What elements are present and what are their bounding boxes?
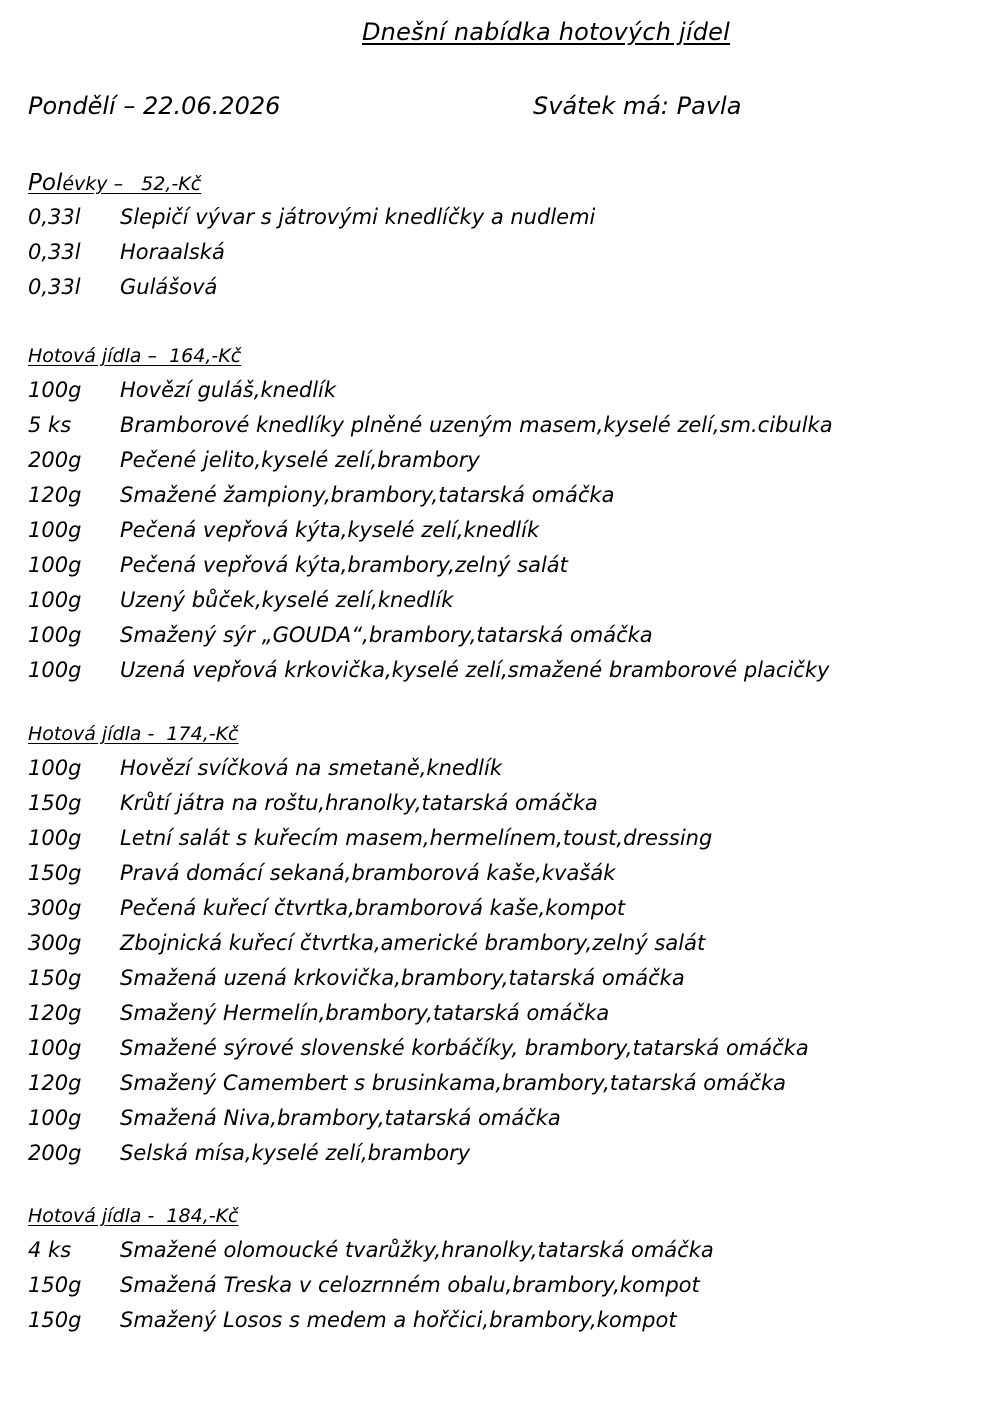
- list-item: [28, 1031, 968, 1066]
- date-line: [28, 92, 968, 126]
- list-item: [28, 200, 968, 235]
- item-qty: 100g: [28, 826, 82, 850]
- mains-164-section: [28, 339, 968, 688]
- list-item: [28, 618, 968, 653]
- item-qty: 5 ks: [28, 413, 72, 437]
- soups-heading-lead: Pol: [28, 170, 63, 196]
- list-item: [28, 478, 968, 513]
- list-item: [28, 513, 968, 548]
- list-item: [28, 996, 968, 1031]
- list-item: [28, 1303, 968, 1338]
- item-dish: Smažená Niva,brambory,tatarská omáčka: [120, 1106, 561, 1130]
- mains-164-heading: Hotová jídla – 164,-Kč: [28, 345, 242, 367]
- item-qty: 120g: [28, 1071, 82, 1095]
- list-item: [28, 856, 968, 891]
- list-item: [28, 653, 968, 688]
- item-qty: 150g: [28, 966, 82, 990]
- item-dish: Smažený sýr „GOUDA“,brambory,tatarská omáčka: [120, 623, 653, 647]
- list-item: [28, 821, 968, 856]
- item-qty: 100g: [28, 658, 82, 682]
- list-item: [28, 1101, 968, 1136]
- item-dish: Selská mísa,kyselé zelí,brambory: [120, 1141, 471, 1165]
- soups-heading: [28, 166, 968, 200]
- list-item: [28, 548, 968, 583]
- soups-section: [28, 166, 968, 305]
- list-item: [28, 786, 968, 821]
- item-qty: 300g: [28, 896, 82, 920]
- day-date: Pondělí – 22.06.2026: [28, 92, 281, 120]
- item-dish: Zbojnická kuřecí čtvrtka,americké brambory,zelný salát: [120, 931, 706, 955]
- mains-184-section: [28, 1199, 968, 1338]
- item-qty: 120g: [28, 483, 82, 507]
- item-dish: Pečená kuřecí čtvrtka,bramborová kaše,kompot: [120, 896, 626, 920]
- item-dish: Smažené žampiony,brambory,tatarská omáčka: [120, 483, 615, 507]
- item-dish: Uzený bůček,kyselé zelí,knedlík: [120, 588, 454, 612]
- item-qty: 4 ks: [28, 1238, 72, 1262]
- item-qty: 100g: [28, 756, 82, 780]
- item-qty: 120g: [28, 1001, 82, 1025]
- item-qty: 150g: [28, 791, 82, 815]
- item-qty: 150g: [28, 1273, 82, 1297]
- item-dish: Gulášová: [120, 275, 218, 299]
- item-dish: Bramborové knedlíky plněné uzeným masem,kyselé zelí,sm.cibulka: [120, 413, 833, 437]
- item-dish: Pečená vepřová kýta,brambory,zelný salát: [120, 553, 568, 577]
- list-item: [28, 270, 968, 305]
- item-dish: Pravá domácí sekaná,bramborová kaše,kvašák: [120, 861, 616, 885]
- item-qty: 200g: [28, 1141, 82, 1165]
- list-item: [28, 583, 968, 618]
- item-qty: 150g: [28, 861, 82, 885]
- item-dish: Smažená Treska v celozrnném obalu,brambory,kompot: [120, 1273, 700, 1297]
- name-day: Svátek má: Pavla: [533, 92, 742, 120]
- list-item: [28, 1066, 968, 1101]
- item-qty: 0,33l: [28, 240, 81, 264]
- page-title: Dnešní nabídka hotových jídel: [362, 18, 730, 46]
- item-qty: 100g: [28, 378, 82, 402]
- item-qty: 100g: [28, 623, 82, 647]
- item-dish: Pečená vepřová kýta,kyselé zelí,knedlík: [120, 518, 540, 542]
- mains-174-heading: Hotová jídla - 174,-Kč: [28, 723, 239, 745]
- item-qty: 100g: [28, 588, 82, 612]
- mains-184-heading: Hotová jídla - 184,-Kč: [28, 1205, 239, 1227]
- item-qty: 0,33l: [28, 275, 81, 299]
- item-qty: 100g: [28, 1036, 82, 1060]
- item-dish: Slepičí vývar s játrovými knedlíčky a nudlemi: [120, 205, 596, 229]
- list-item: [28, 1233, 968, 1268]
- list-item: [28, 1268, 968, 1303]
- item-dish: Pečené jelito,kyselé zelí,brambory: [120, 448, 480, 472]
- item-qty: 300g: [28, 931, 82, 955]
- item-qty: 150g: [28, 1308, 82, 1332]
- item-qty: 100g: [28, 518, 82, 542]
- item-qty: 100g: [28, 1106, 82, 1130]
- item-dish: Smažená uzená krkovička,brambory,tatarská omáčka: [120, 966, 685, 990]
- item-dish: Smažený Losos s medem a hořčici,brambory,kompot: [120, 1308, 677, 1332]
- item-dish: Krůtí játra na roštu,hranolky,tatarská omáčka: [120, 791, 598, 815]
- item-dish: Hovězí guláš,knedlík: [120, 378, 337, 402]
- item-dish: Smažené sýrové slovenské korbáčíky, brambory,tatarská omáčka: [120, 1036, 809, 1060]
- list-item: [28, 235, 968, 270]
- item-dish: Uzená vepřová krkovička,kyselé zelí,smažené bramborové placičky: [120, 658, 830, 682]
- list-item: [28, 891, 968, 926]
- item-dish: Smažené olomoucké tvarůžky,hranolky,tatarská omáčka: [120, 1238, 714, 1262]
- list-item: [28, 926, 968, 961]
- item-dish: Letní salát s kuřecím masem,hermelínem,toust,dressing: [120, 826, 713, 850]
- item-qty: 0,33l: [28, 205, 81, 229]
- item-dish: Smažený Camembert s brusinkama,brambory,tatarská omáčka: [120, 1071, 786, 1095]
- item-dish: Hovězí svíčková na smetaně,knedlík: [120, 756, 502, 780]
- list-item: [28, 373, 968, 408]
- list-item: [28, 443, 968, 478]
- list-item: [28, 751, 968, 786]
- soups-heading-rest: évky – 52,-Kč: [62, 173, 202, 195]
- list-item: [28, 1136, 968, 1171]
- item-dish: Smažený Hermelín,brambory,tatarská omáčka: [120, 1001, 610, 1025]
- list-item: [28, 961, 968, 996]
- item-qty: 100g: [28, 553, 82, 577]
- list-item: [28, 408, 968, 443]
- item-dish: Horaalská: [120, 240, 225, 264]
- mains-174-section: [28, 717, 968, 1171]
- item-qty: 200g: [28, 448, 82, 472]
